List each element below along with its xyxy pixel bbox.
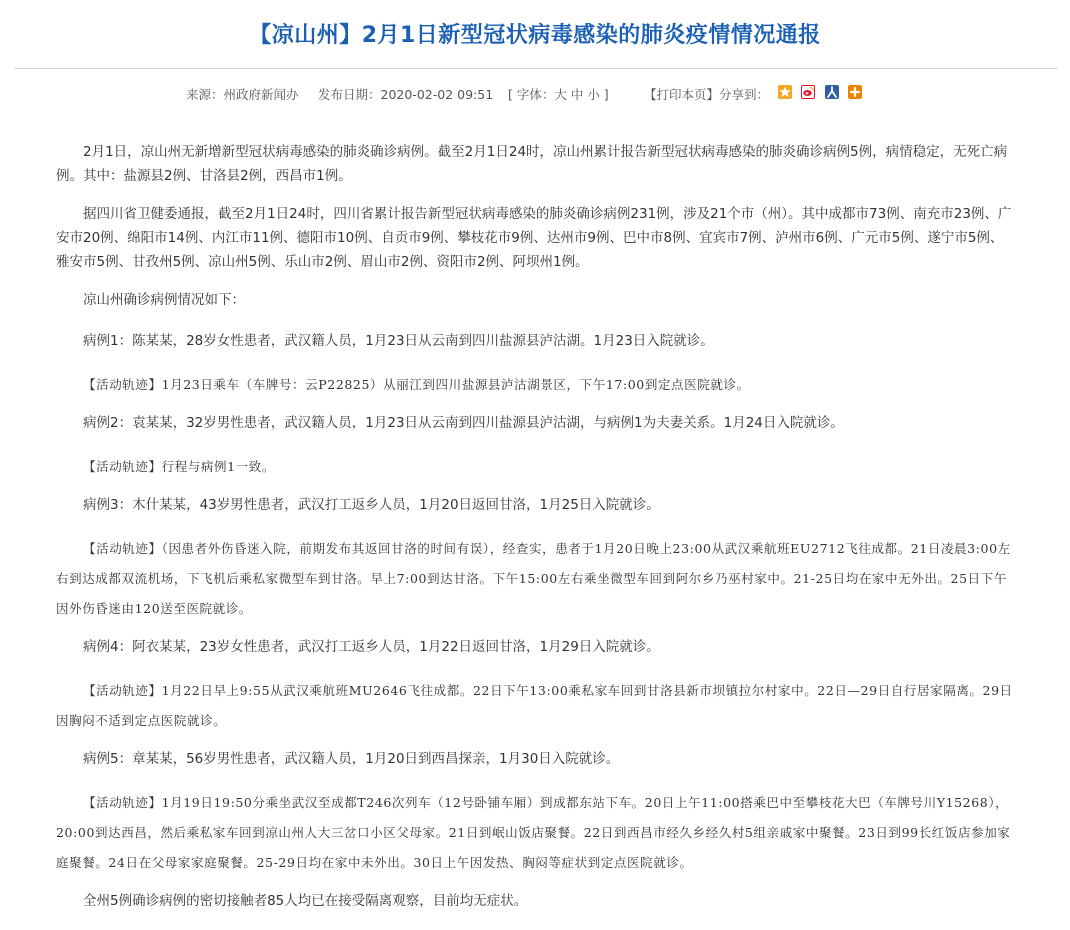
article-meta	[0, 85, 1070, 103]
contacts-paragraph: 全州5例确诊病例的密切接触者85人均已在接受隔离观察，目前均无症状。	[83, 893, 528, 909]
title-divider	[14, 68, 1058, 69]
case-4: 病例4：阿衣某某，23岁女性患者，武汉打工返乡人员，1月22日返回甘洛，1月29日入院就诊。	[83, 639, 660, 655]
renren-icon[interactable]	[825, 85, 839, 99]
case-4-track: 【活动轨迹】1月22日早上9:55从武汉乘航班MU2646飞往成都。22日下午13:00乘私家车回到甘洛县新市坝镇拉尔村家中。22日—29日自行居家隔离。29日因胸闷不适到定点医院就诊。	[56, 683, 1013, 728]
summary-paragraph: 2月1日，凉山州无新增新型冠状病毒感染的肺炎确诊病例。截至2月1日24时，凉山州累计报告新型冠状病毒感染的肺炎确诊病例5例，病情稳定，无死亡病例。其中：盐源县2例、甘洛县2例，西昌市1例。	[56, 144, 1008, 184]
share-label: 分享到：	[719, 87, 770, 102]
more-share-icon[interactable]	[848, 85, 862, 99]
source-label: 来源：州政府新闻办	[186, 87, 299, 102]
publish-date: 发布日期：2020-02-02 09:51	[318, 87, 494, 102]
case-3: 病例3：木什某某，43岁男性患者，武汉打工返乡人员，1月20日返回甘洛，1月25日入院就诊。	[83, 497, 660, 513]
font-size-switcher[interactable]: [ 字体：大 中 小 ]	[508, 87, 609, 102]
case-5-track: 【活动轨迹】1月19日19:50分乘坐武汉至成都T246次列车（12号卧铺车厢）到成都东站下车。20日上午11:00搭乘巴中至攀枝花大巴（车牌号川Y15268），20:00到达西昌，然后乘私家车回到凉山州人大三岔口小区父母家。21日到岷山饭店聚餐。22日到西昌市经久乡经久村5组亲戚家中聚餐。23日到99长红饭店参加家庭聚餐。24日在父母家家庭聚餐。25-29日均在家中未外出。30日上午因发热、胸闷等症状到定点医院就诊。	[56, 795, 1011, 870]
case-5: 病例5：章某某，56岁男性患者，武汉籍人员，1月20日到西昌探亲，1月30日入院就诊。	[83, 751, 620, 767]
cases-intro: 凉山州确诊病例情况如下：	[83, 292, 245, 308]
article-body	[56, 140, 1016, 930]
case-1: 病例1：陈某某，28岁女性患者，武汉籍人员，1月23日从云南到四川盐源县泸沽湖。1月23日入院就诊。	[83, 333, 714, 349]
weibo-icon[interactable]	[801, 85, 815, 99]
case-2-track: 【活动轨迹】行程与病例1一致。	[83, 459, 275, 474]
case-2: 病例2：袁某某，32岁男性患者，武汉籍人员，1月23日从云南到四川盐源县泸沽湖，与病例1为夫妻关系。1月24日入院就诊。	[83, 415, 844, 431]
case-1-track: 【活动轨迹】1月23日乘车（车牌号：云P22825）从丽江到四川盐源县泸沽湖景区，下午17:00到定点医院就诊。	[83, 377, 750, 392]
page-title: 【凉山州】2月1日新型冠状病毒感染的肺炎疫情情况通报	[249, 23, 821, 48]
qzone-icon[interactable]	[778, 85, 792, 99]
province-paragraph: 据四川省卫健委通报，截至2月1日24时，四川省累计报告新型冠状病毒感染的肺炎确诊病例231例，涉及21个市（州）。其中成都市73例、南充市23例、广安市20例、绵阳市14例、内江市11例、德阳市10例、自贡市9例、攀枝花市9例、达州市9例、巴中市8例、宜宾市7例、泸州市6例、广元市5例、遂宁市5例、雅安市5例、甘孜州5例、凉山州5例、乐山市2例、眉山市2例、资阳市2例、阿坝州1例。	[56, 206, 1012, 270]
print-page-link[interactable]: 【打印本页】	[644, 87, 720, 102]
case-3-track: 【活动轨迹】（因患者外伤昏迷入院，前期发布其返回甘洛的时间有误），经查实，患者于1月20日晚上23:00从武汉乘航班EU2712飞往成都。21日凌晨3:00左右到达成都双流机场，下飞机后乘私家微型车到甘洛。早上7:00到达甘洛。下午15:00左右乘坐微型车回到阿尔乡乃巫村家中。21-25日均在家中无外出。25日下午因外伤昏迷由120送至医院就诊。	[56, 541, 1011, 616]
